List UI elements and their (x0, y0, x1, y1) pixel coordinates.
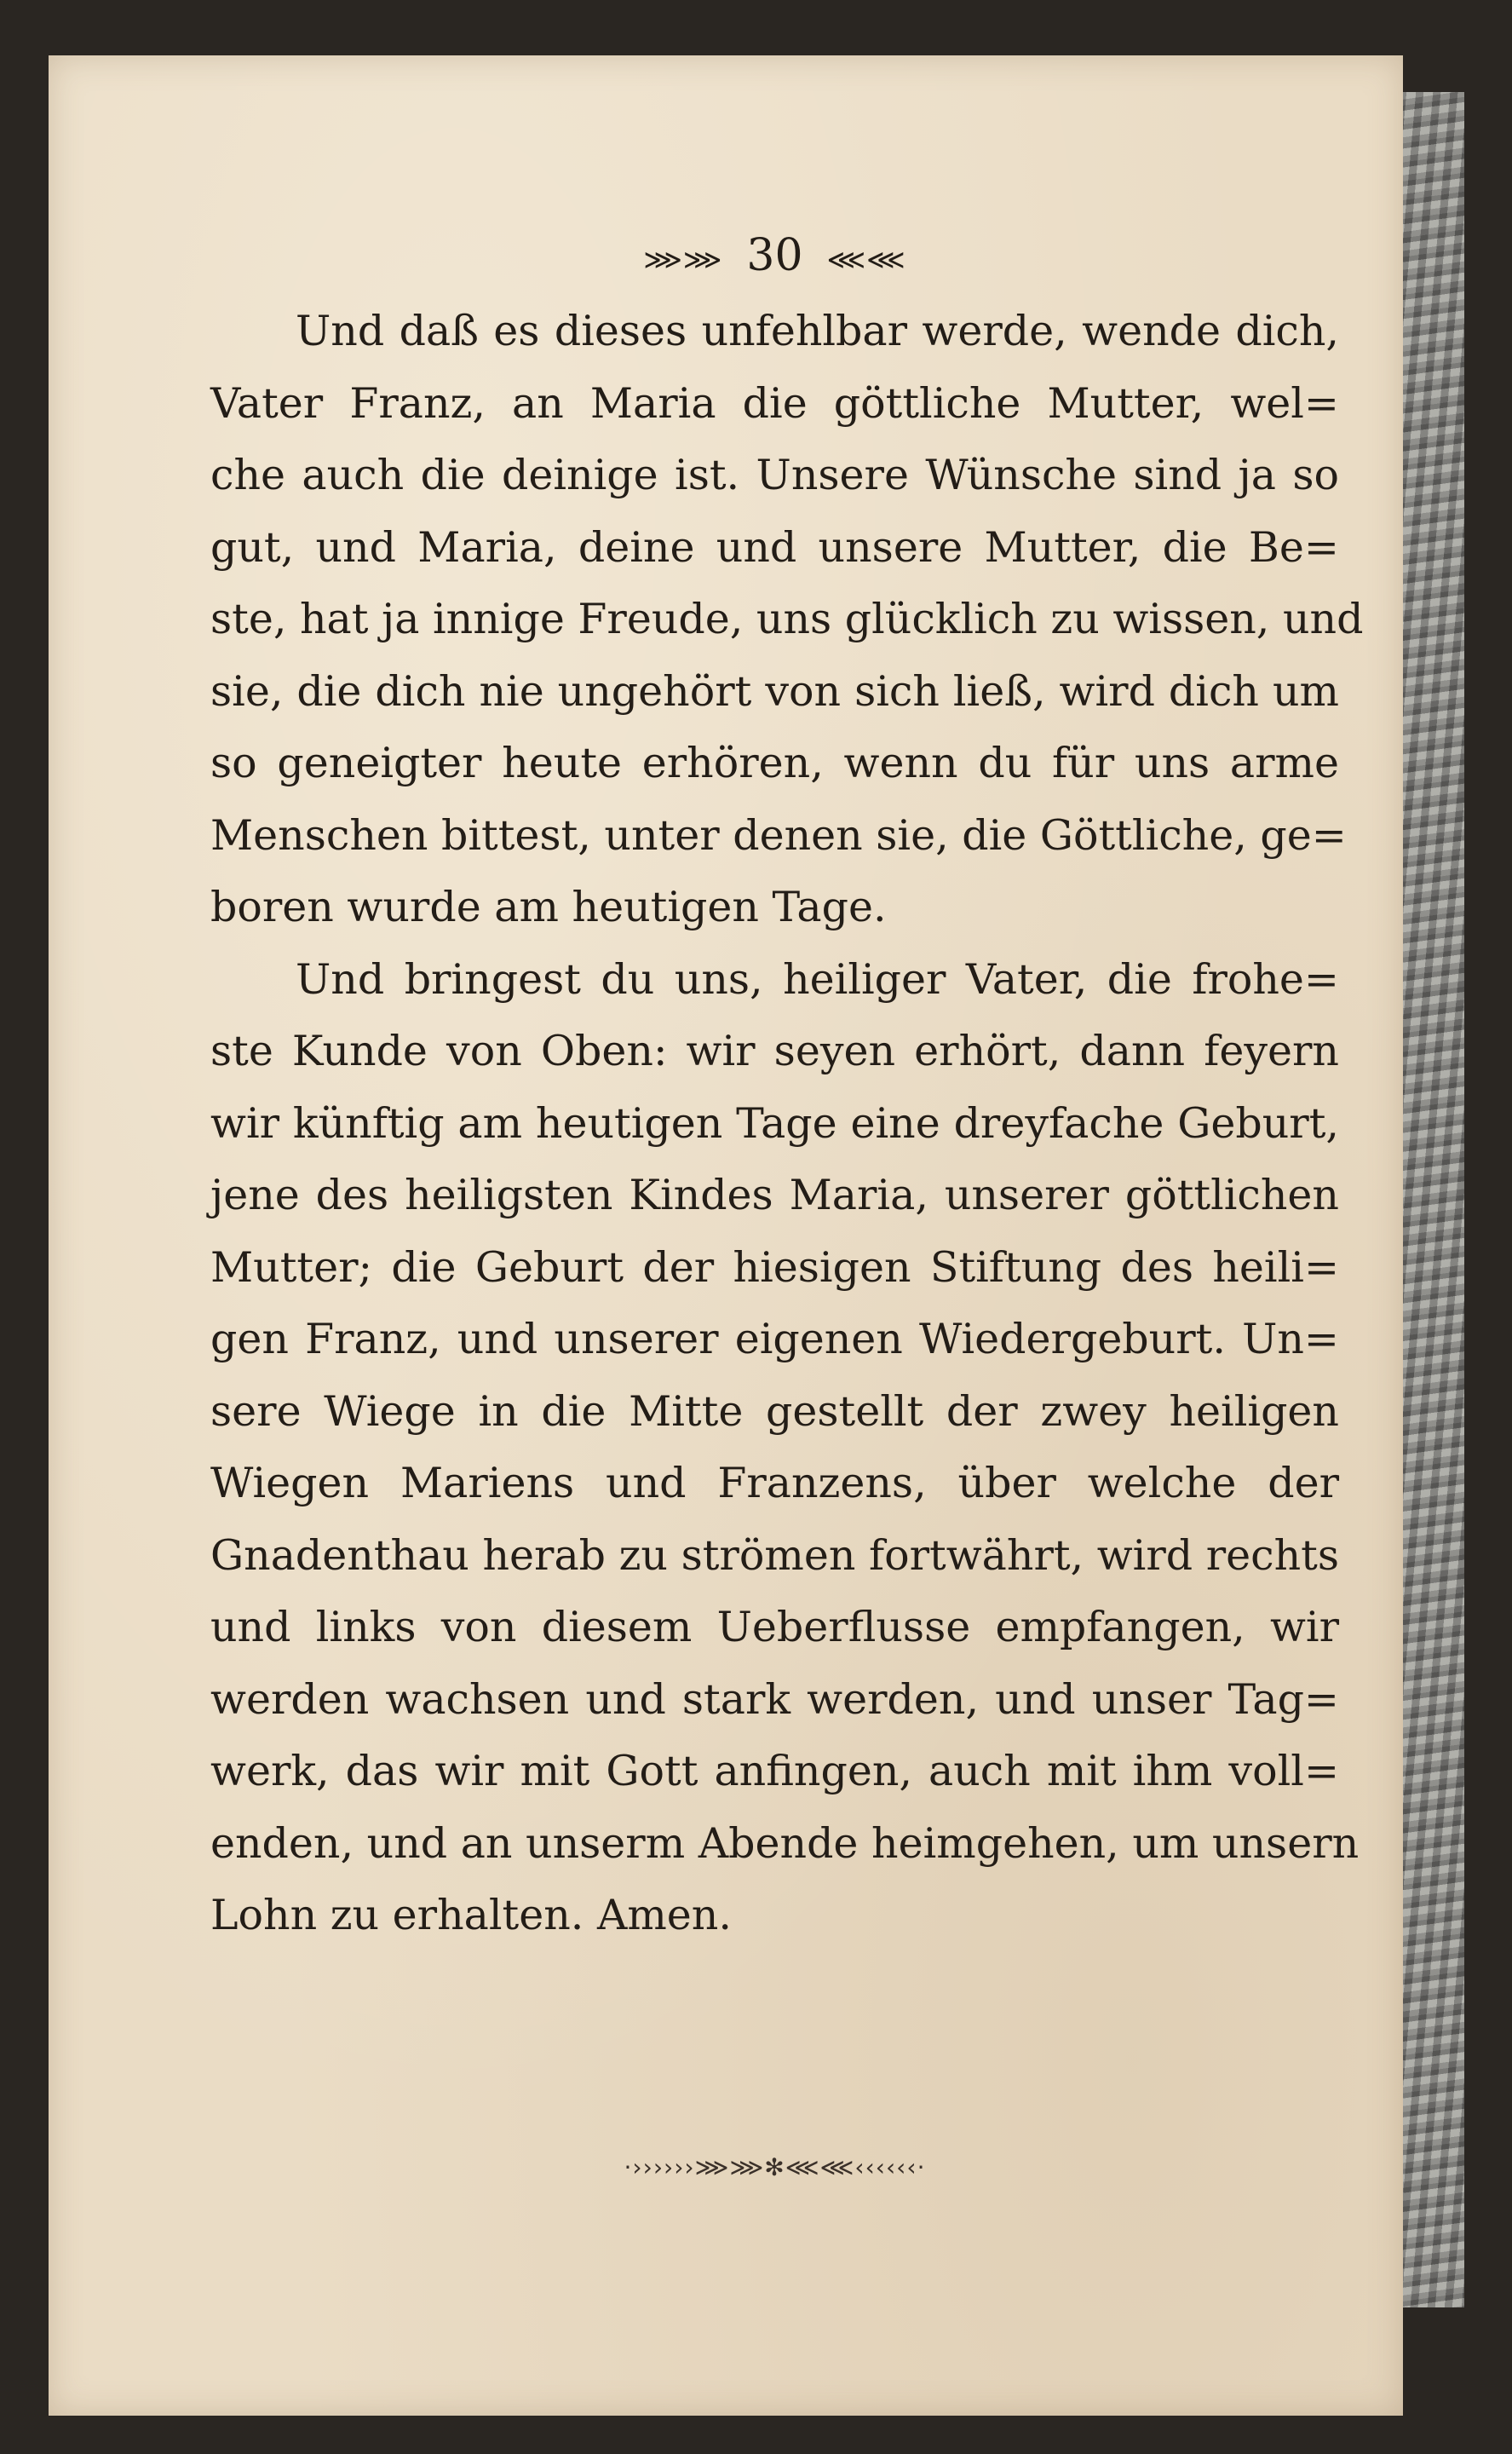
text-line: werden wachsen und stark werden, und unser Tag= (210, 1674, 1339, 1724)
paper-page (49, 55, 1403, 2416)
text-line: sere Wiege in die Mitte gestellt der zwey heiligen (210, 1386, 1339, 1436)
text-line: gen Franz, und unserer eigenen Wiedergeburt. Un= (210, 1315, 1339, 1363)
text-line: Lohn zu erhalten. Amen. (210, 1891, 732, 1939)
text-line: und links von diesem Ueberflusse empfangen, wir (210, 1603, 1339, 1651)
paragraph-1 (210, 296, 1364, 944)
text-line: werk, das wir mit Gott anfingen, auch mit ihm voll= (210, 1747, 1339, 1795)
running-head (210, 226, 1339, 285)
text-line: ste Kunde von Oben: wir seyen erhört, dann feyern (210, 1027, 1339, 1075)
text-line: boren wurde am heutigen Tage. (210, 883, 887, 931)
text-line: sie, die dich nie ungehört von sich ließ, wird dich um (210, 666, 1339, 716)
text-line: wir künftig am heutigen Tage eine dreyfache Geburt, (210, 1098, 1339, 1148)
text-line: ste, hat ja innige Freude, uns glücklich zu wissen, und (210, 595, 1364, 643)
text-line: Und bringest du uns, heiliger Vater, die frohe= (296, 954, 1339, 1004)
text-line: jene des heiligsten Kindes Maria, unserer göttlichen (210, 1171, 1339, 1219)
paragraph-2 (210, 944, 1360, 1952)
text-block (210, 226, 1364, 2181)
text-line: Mutter; die Geburt der hiesigen Stiftung des heili= (210, 1242, 1339, 1292)
page-number: 30 (746, 230, 803, 281)
text-line: Vater Franz, an Maria die göttliche Mutter, wel= (210, 378, 1339, 428)
tail-ornament: ·››››››⋙⋙✻⋘⋘‹‹‹‹‹‹· (624, 2153, 926, 2181)
text-line: Wiegen Mariens und Franzens, über welche der (210, 1459, 1339, 1507)
text-line: so geneigter heute erhören, wenn du für uns arme (210, 739, 1339, 787)
text-line: enden, und an unserm Abende heimgehen, um unsern (210, 1818, 1360, 1868)
head-ornament-right: ⋘⋘ (826, 243, 906, 276)
text-line: Und daß es dieses unfehlbar werde, wende dich, (296, 307, 1339, 355)
head-ornament-left: ⋙⋙ (643, 243, 723, 276)
text-line: gut, und Maria, deine und unsere Mutter, die Be= (210, 522, 1339, 572)
text-line: Gnadenthau herab zu strömen fortwährt, wird rechts (210, 1530, 1339, 1580)
text-line: che auch die deinige ist. Unsere Wünsche sind ja so (210, 451, 1339, 499)
text-line: Menschen bittest, unter denen sie, die Göttliche, ge= (210, 810, 1347, 860)
